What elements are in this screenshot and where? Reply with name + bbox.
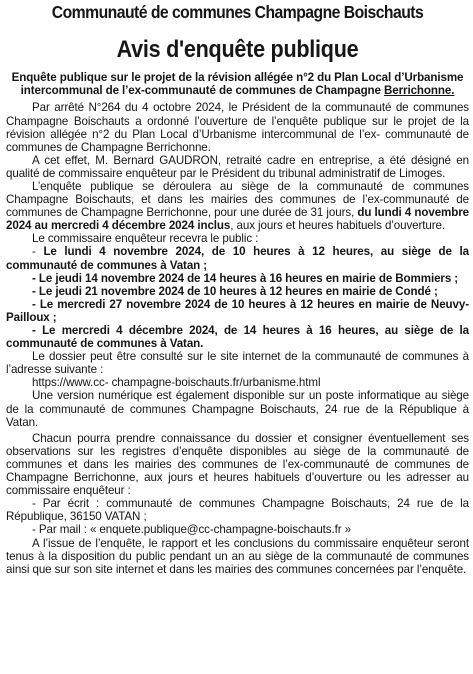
paragraph-commissioner: A cet effet, M. Bernard GAUDRON, retraité cadre en entreprise, a été désigné en qualité de commissaire enquêteur par le Président du tribunal administratif de Limoges. [6,153,469,180]
organization-name: Communauté de communes Champagne Boischauts [51,2,424,22]
paragraph-reception-intro: Le commissaire enquêteur recevra le public : [32,232,259,246]
paragraph-dossier-online: Le dossier peut être consulté sur le site internet de la communauté de communes à l’adresse suivante : [6,350,469,377]
paragraph-observations: Chacun pourra prendre connaissance du dossier et consigner éventuellement ses observations sur les registres d’enquête disponibles au siège de la communauté de communes et dans les mairies des communes de l’ex-communauté de communes de Champagne Berrichonne, aux jours et heures habituels d’ouverture ou les adresser au commissaire enquêteur : [6,431,469,498]
enquiry-dates-outro: , aux jours et heures habituels d’ouverture. [230,219,445,233]
subtitle-end: Berrichonne. [384,84,455,98]
paragraph-digital-version: Une version numérique est également disponible sur un poste informatique au siège de la communauté de communes Champagne Boischauts, 24 rue de la République à Vatan. [6,389,469,429]
permanence-text: Le lundi 4 novembre 2024, de 10 heures à 12 heures, au siège de la communauté de communes à Vatan ; [6,245,469,272]
notice-body [6,101,469,575]
permanence-item-vatan-1 [6,245,469,271]
contact-by-mail: - Par mail : « enquete.publique@cc-champagne-boischauts.fr » [32,523,351,537]
notice-subtitle [6,71,469,97]
permanence-item-conde: - Le jeudi 21 novembre 2024 de 10 heures à 12 heures en mairie de Condé ; [32,284,438,298]
permanence-item-vatan-2: - Le mercredi 4 décembre 2024, de 14 heures à 16 heures, au siège de la communauté de communes à Vatan. [6,324,469,351]
permanence-dash: - [32,245,44,259]
subtitle-main: Enquête publique sur le projet de la révision allégée n°2 du Plan Local d’Urbanisme intercommunal de l’ex-communauté de communes de Champagne [11,71,464,98]
permanence-item-neuvy-pailloux: - Le mercredi 27 novembre 2024 de 10 heures à 12 heures en mairie de Neuvy-Pailloux ; [6,297,469,324]
notice-title: Avis d'enquête publique [116,36,359,63]
enquiry-dates-period: du lundi 4 novembre 2024 au mercredi 4 décembre 2024 inclus [6,206,469,233]
paragraph-decree: Par arrêté N°264 du 4 octobre 2024, le Président de la communauté de communes Champagne Boischauts a ordonné l’ouverture de l’enquête publique sur le projet de la révision allégée n°2 du Plan Local d’Urbanisme intercommunal de l’ex- communauté de communes de Champagne Berrichonne. [6,101,469,154]
paragraph-report: A l’issue de l’enquête, le rapport et les conclusions du commissaire enquêteur seront tenus à la disposition du public pendant un an au siège de la communauté de communes ainsi que sur son site internet et dans les mairies des communes concernées par l’enquête. [6,536,469,576]
contact-by-post: - Par écrit : communauté de communes Champagne Boischauts, 24 rue de la République, 36150 VATAN ; [6,497,469,524]
dossier-url: https://www.cc- champagne-boischauts.fr/urbanisme.html [32,376,321,390]
enquiry-dates-intro: L’enquête publique se déroulera au siège de la communauté de communes Champagne Boischauts, et dans les mairies des communes de l’ex-communauté de communes de Champagne Berrichonne, pour une durée de 31 jours, [6,179,469,220]
paragraph-enquiry-dates [6,180,469,232]
permanence-item-bommiers: - Le jeudi 14 novembre 2024 de 14 heures à 16 heures en mairie de Bommiers ; [32,271,459,285]
